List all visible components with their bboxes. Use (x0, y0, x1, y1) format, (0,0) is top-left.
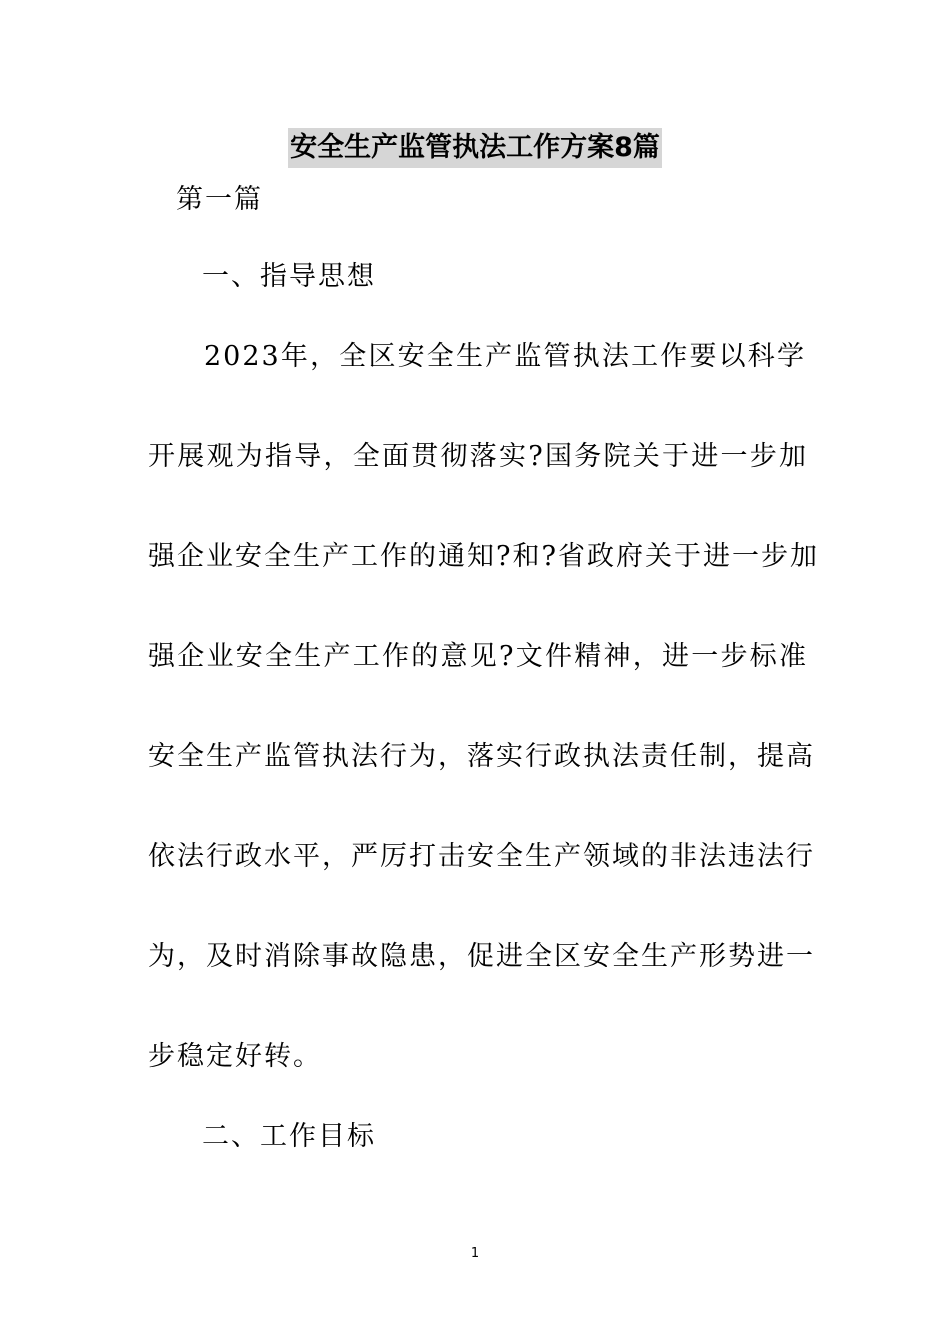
section-heading-work-goals: 二、工作目标 (202, 1121, 376, 1152)
page-number: 1 (470, 1246, 480, 1261)
paragraph-line: 强企业安全生产工作的通知?和?省政府关于进一步加 (148, 541, 819, 572)
part-label: 第一篇 (176, 184, 263, 215)
section-heading-guiding-ideology: 一、指导思想 (202, 261, 376, 292)
paragraph-line: 强企业安全生产工作的意见?文件精神，进一步标准 (148, 641, 808, 672)
title-row (0, 128, 950, 168)
paragraph-line: 开展观为指导，全面贯彻落实?国务院关于进一步加 (148, 441, 808, 472)
paragraph-line: 2023年，全区安全生产监管执法工作要以科学 (204, 341, 806, 372)
paragraph-line: 安全生产监管执法行为，落实行政执法责任制，提高 (148, 741, 815, 772)
paragraph-line: 为，及时消除事故隐患，促进全区安全生产形势进一 (148, 941, 815, 972)
document-title: 安全生产监管执法工作方案8篇 (288, 128, 662, 168)
paragraph-line: 依法行政水平，严厉打击安全生产领域的非法违法行 (148, 841, 815, 872)
paragraph-line-last: 步稳定好转。 (148, 1041, 322, 1072)
